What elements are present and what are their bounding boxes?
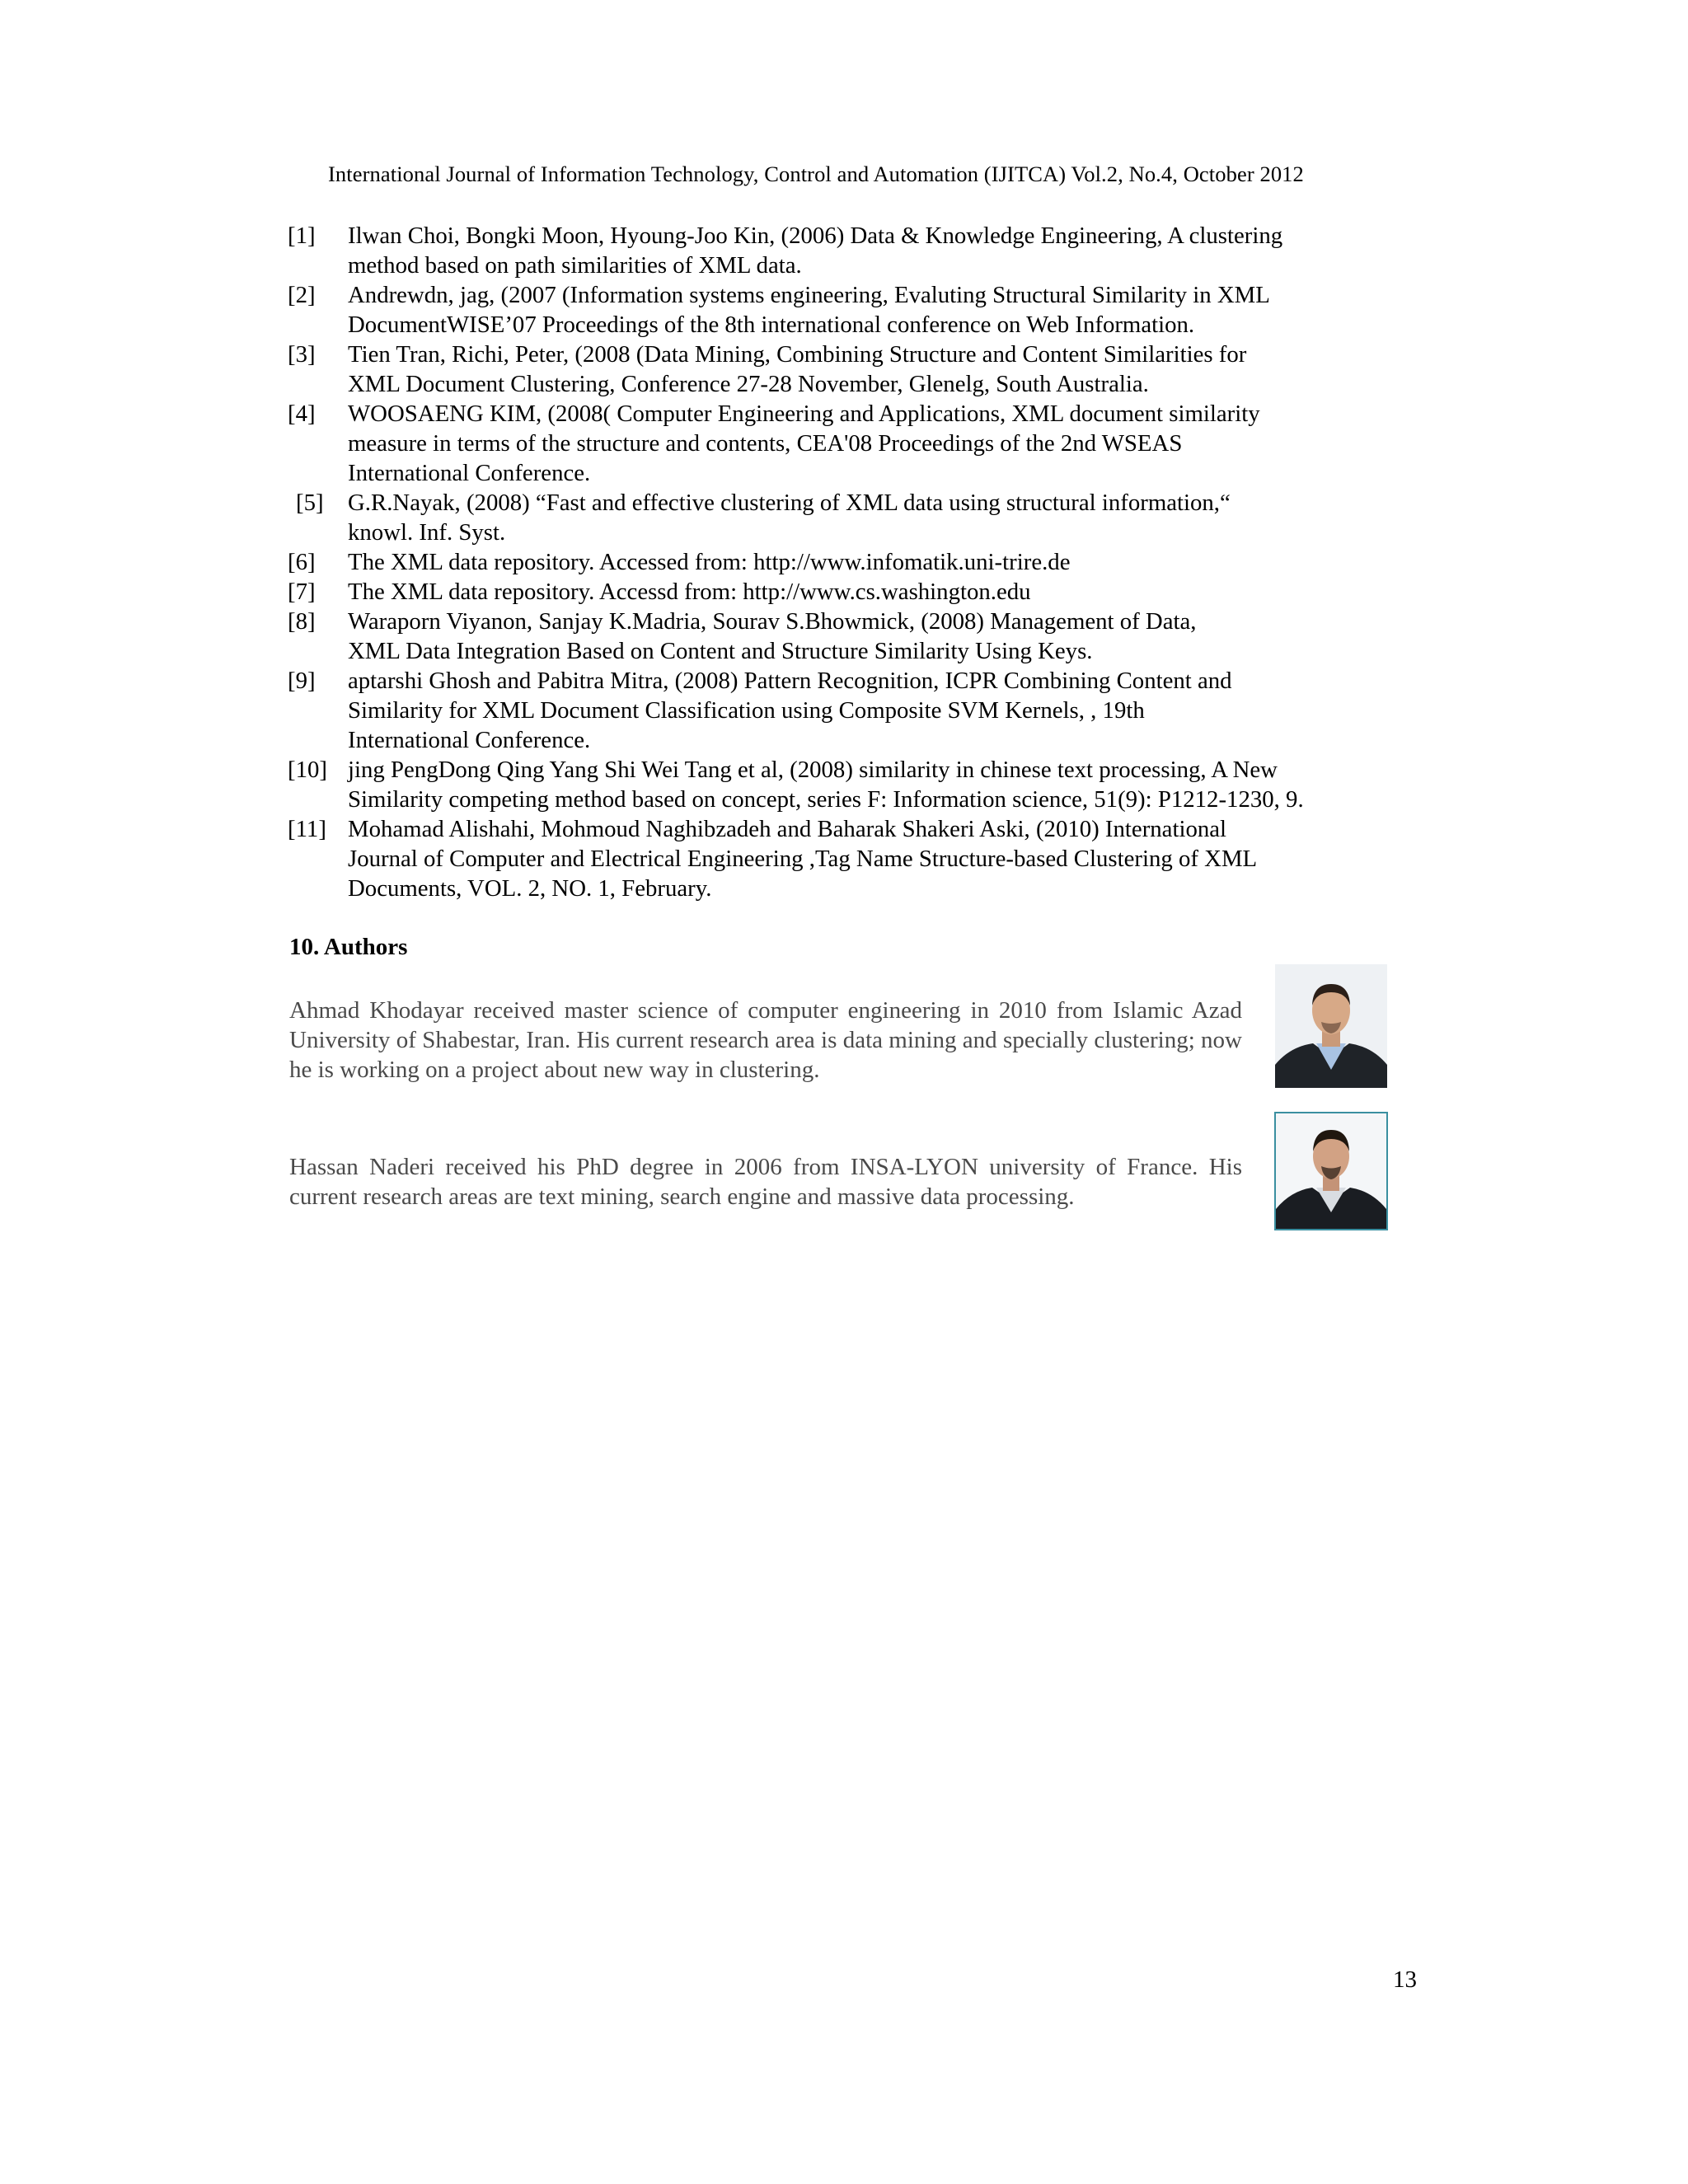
reference-item-8 xyxy=(288,607,1409,666)
reference-item-4 xyxy=(288,399,1409,488)
reference-item-6 xyxy=(288,547,1409,577)
author-photo-2 xyxy=(1274,1112,1388,1230)
portrait-image xyxy=(1276,1113,1386,1229)
reference-line: The XML data repository. Accessed from: http://www.infomatik.uni-trire.de xyxy=(348,549,1071,575)
reference-line: Journal of Computer and Electrical Engineering ,Tag Name Structure-based Clustering of XML xyxy=(348,846,1258,872)
reference-line: WOOSAENG KIM, (2008( Computer Engineering and Applications, XML document similarity xyxy=(348,401,1260,427)
author-bio-1: Ahmad Khodayar received master science of computer engineering in 2010 from Islamic Azad University of Shabestar, Iran. His current research area is data mining and specially clustering; now he is working on a project about new way in clustering. xyxy=(289,997,1242,1083)
page-number: 13 xyxy=(1393,1966,1417,1993)
portrait-image xyxy=(1275,964,1387,1088)
reference-line: The XML data repository. Accessd from: http://www.cs.washington.edu xyxy=(348,579,1031,605)
reference-line: aptarshi Ghosh and Pabitra Mitra, (2008) Pattern Recognition, ICPR Combining Content and xyxy=(348,668,1232,694)
reference-number: [9] xyxy=(288,668,316,694)
reference-line: jing PengDong Qing Yang Shi Wei Tang et al, (2008) similarity in chinese text processing, A New xyxy=(348,757,1278,783)
reference-item-7 xyxy=(288,577,1409,607)
reference-item-11 xyxy=(288,814,1409,903)
reference-line: Mohamad Alishahi, Mohmoud Naghibzadeh and Baharak Shakeri Aski, (2010) International xyxy=(348,816,1227,842)
section-title-authors: 10. Authors xyxy=(289,934,408,960)
reference-number: [10] xyxy=(288,757,327,783)
reference-line: Ilwan Choi, Bongki Moon, Hyoung-Joo Kin, (2006) Data & Knowledge Engineering, A clustering xyxy=(348,223,1283,249)
reference-number: [7] xyxy=(288,579,316,605)
reference-number: [5] xyxy=(296,490,324,516)
reference-number: [1] xyxy=(288,223,316,249)
reference-line: International Conference. xyxy=(348,727,591,753)
reference-line: XML Document Clustering, Conference 27-28 November, Glenelg, South Australia. xyxy=(348,371,1149,397)
reference-number: [2] xyxy=(288,282,316,308)
reference-item-9 xyxy=(288,666,1409,755)
author-photo-1 xyxy=(1275,964,1387,1088)
reference-item-2 xyxy=(288,280,1409,340)
reference-line: International Conference. xyxy=(348,460,591,486)
reference-line: G.R.Nayak, (2008) “Fast and effective clustering of XML data using structural information,“ xyxy=(348,490,1231,516)
reference-line: method based on path similarities of XML data. xyxy=(348,252,802,279)
reference-number: [8] xyxy=(288,608,316,635)
running-header: International Journal of Information Technology, Control and Automation (IJITCA) Vol.2, No.4, October 2012 xyxy=(328,162,1304,186)
reference-line: Similarity for XML Document Classification using Composite SVM Kernels, , 19th xyxy=(348,697,1145,724)
reference-line: Waraporn Viyanon, Sanjay K.Madria, Sourav S.Bhowmick, (2008) Management of Data, xyxy=(348,608,1197,635)
reference-line: Similarity competing method based on concept, series F: Information science, 51(9): P1212-1230, 9. xyxy=(348,786,1304,813)
reference-line: measure in terms of the structure and contents, CEA'08 Proceedings of the 2nd WSEAS xyxy=(348,430,1183,457)
reference-line: knowl. Inf. Syst. xyxy=(348,519,506,546)
reference-line: DocumentWISE’07 Proceedings of the 8th international conference on Web Information. xyxy=(348,312,1195,338)
reference-line: Andrewdn, jag, (2007 (Information systems engineering, Evaluting Structural Similarity in XML xyxy=(348,282,1270,308)
reference-line: Documents, VOL. 2, NO. 1, February. xyxy=(348,875,712,902)
reference-item-10 xyxy=(288,755,1409,814)
reference-number: [3] xyxy=(288,341,316,368)
reference-line: XML Data Integration Based on Content and Structure Similarity Using Keys. xyxy=(348,638,1093,664)
reference-item-3 xyxy=(288,340,1409,399)
reference-item-1 xyxy=(288,221,1409,280)
reference-item-5 xyxy=(288,488,1409,547)
reference-number: [4] xyxy=(288,401,316,427)
reference-line: Tien Tran, Richi, Peter, (2008 (Data Mining, Combining Structure and Content Similarities for xyxy=(348,341,1247,368)
author-bio-2: Hassan Naderi received his PhD degree in 2006 from INSA-LYON university of France. His current research areas are text mining, search engine and massive data processing. xyxy=(289,1154,1242,1210)
reference-list xyxy=(288,221,1409,903)
reference-number: [6] xyxy=(288,549,316,575)
reference-number: [11] xyxy=(288,816,326,842)
